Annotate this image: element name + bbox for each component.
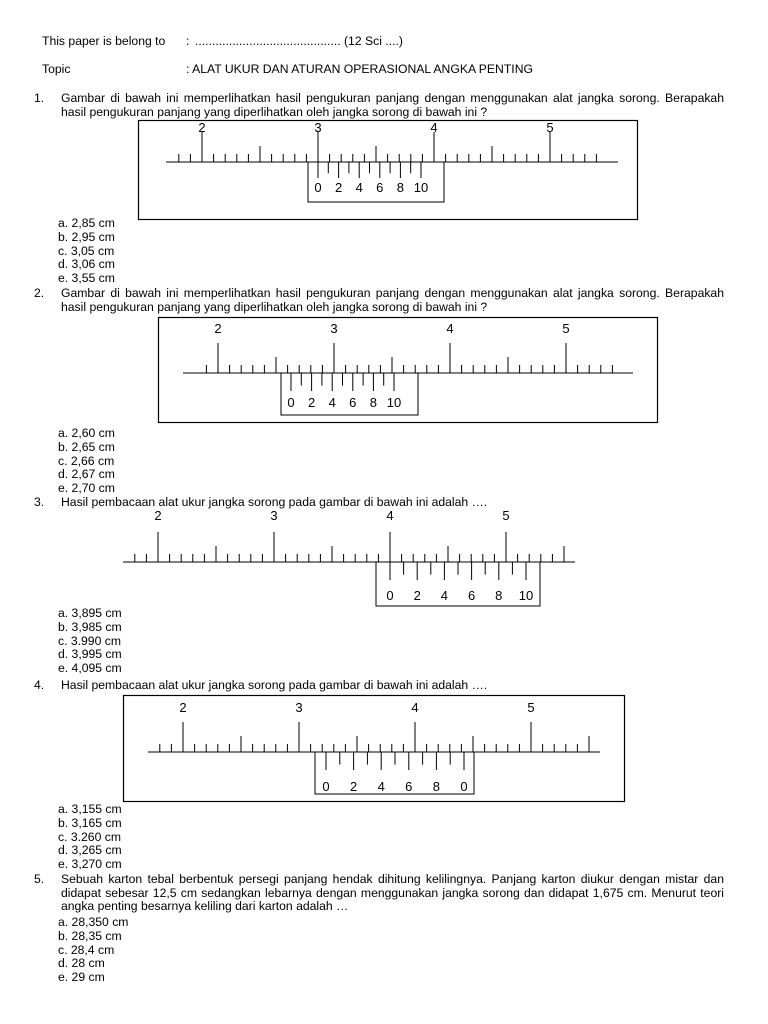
vernier-label: 0: [460, 779, 468, 794]
option-e[interactable]: e. 3,270 cm: [58, 857, 122, 872]
vernier-label: 8: [432, 779, 441, 794]
question-number: 2.: [34, 286, 45, 300]
question-5: [34, 873, 724, 914]
caliper-figure-2: [158, 317, 658, 423]
topic-label: Topic: [42, 62, 71, 76]
vernier-label: 0: [314, 180, 322, 195]
caliper-figure-1: [138, 120, 638, 220]
main-scale-label: 5: [546, 120, 554, 135]
option-b[interactable]: b. 3,165 cm: [58, 815, 122, 830]
option-c[interactable]: c. 3.260 cm: [58, 829, 121, 844]
topic-value: : ALAT UKUR DAN ATURAN OPERASIONAL ANGKA PENTING: [186, 62, 533, 76]
option-d[interactable]: d. 2,67 cm: [58, 467, 115, 482]
vernier-label: 2: [413, 588, 421, 603]
vernier-label: 4: [328, 395, 336, 410]
question-number: 3.: [34, 495, 45, 509]
option-e[interactable]: e. 2,70 cm: [58, 481, 115, 496]
caliper-figure-4: [123, 695, 625, 802]
option-b[interactable]: b. 2,65 cm: [58, 439, 115, 454]
owner-separator: :: [186, 34, 190, 48]
option-e[interactable]: e. 29 cm: [58, 970, 105, 985]
question-2: [34, 287, 724, 314]
question-number: 4.: [34, 678, 45, 692]
options-2: [58, 427, 115, 496]
question-number: 5.: [34, 872, 45, 886]
main-scale-label: 2: [198, 120, 206, 135]
vernier-label: 4: [440, 588, 449, 603]
option-b[interactable]: b. 2,95 cm: [58, 229, 115, 244]
vernier-label: 4: [355, 180, 363, 195]
option-a[interactable]: a. 2,85 cm: [58, 216, 115, 230]
question-text: Hasil pembacaan alat ukur jangka sorong pada gambar di bawah ini adalah ….: [61, 495, 488, 509]
vernier-label: 10: [518, 588, 534, 603]
main-scale-label: 2: [214, 321, 222, 336]
vernier-label: 4: [377, 779, 385, 794]
vernier-label: 8: [495, 588, 503, 603]
main-scale-label: 2: [179, 700, 187, 715]
vernier-label: 0: [287, 395, 295, 410]
question-text: Gambar di bawah ini memperlihatkan hasil pengukuran panjang dengan menggunakan alat jangka sorong. Berapakah hasil pengukuran panjang yang diperlihatkan oleh jangka sorong di bawah ini ?: [61, 286, 724, 314]
vernier-label: 10: [386, 395, 402, 410]
main-scale-label: 3: [295, 700, 303, 715]
option-d[interactable]: d. 3,06 cm: [58, 257, 115, 272]
option-a[interactable]: a. 28,350 cm: [58, 915, 129, 929]
main-scale-label: 3: [270, 508, 278, 523]
vernier-label: 2: [334, 180, 343, 195]
owner-blank: ........................................... (12 Sci ....): [195, 34, 403, 48]
option-e[interactable]: e. 4,095 cm: [58, 661, 122, 676]
options-5: [58, 916, 128, 985]
options-1: [58, 217, 115, 286]
option-b[interactable]: b. 28,35 cm: [58, 928, 122, 943]
figure-frame: [139, 121, 638, 220]
vernier-label: 8: [396, 180, 405, 195]
vernier-label: 2: [307, 395, 316, 410]
owner-label: This paper is belong to: [42, 34, 166, 48]
option-c[interactable]: c. 3,05 cm: [58, 243, 115, 258]
question-1: [34, 92, 724, 119]
main-scale-label: 2: [154, 508, 162, 523]
options-3: [58, 607, 122, 676]
figure-frame: [159, 318, 658, 423]
vernier-label: 2: [349, 779, 358, 794]
vernier-label: 0: [322, 779, 330, 794]
vernier-label: 6: [467, 588, 476, 603]
question-4: [34, 679, 724, 693]
options-4: [58, 803, 122, 872]
main-scale-label: 3: [314, 120, 322, 135]
main-scale-label: 4: [430, 120, 438, 135]
option-d[interactable]: d. 3,265 cm: [58, 843, 122, 858]
option-a[interactable]: a. 2,60 cm: [58, 426, 115, 440]
main-scale-label: 3: [330, 321, 338, 336]
vernier-label: 8: [369, 395, 378, 410]
question-text: Sebuah karton tebal berbentuk persegi panjang hendak dihitung kelilingnya. Panjang karton diukur dengan mistar dan didapat sebesar 12,5 cm sedangkan lebarnya dengan menggunakan jangka sorong dan didapat 1,675 cm. Menurut teori angka penting besarnya keliling dari karton adalah …: [61, 872, 724, 914]
figure-frame: [124, 696, 625, 802]
vernier-label: 0: [386, 588, 394, 603]
vernier-label: 6: [376, 180, 384, 195]
question-text: Hasil pembacaan alat ukur jangka sorong pada gambar di bawah ini adalah ….: [61, 678, 488, 692]
caliper-figure-3: [120, 506, 580, 606]
option-c[interactable]: c. 2,66 cm: [58, 453, 115, 468]
main-scale-label: 5: [502, 508, 510, 523]
main-scale-label: 4: [386, 508, 394, 523]
option-e[interactable]: e. 3,55 cm: [58, 271, 115, 286]
main-scale-label: 4: [411, 700, 419, 715]
option-c[interactable]: c. 3.990 cm: [58, 633, 121, 648]
main-scale-label: 5: [562, 321, 570, 336]
question-number: 1.: [34, 91, 45, 105]
question-text: Gambar di bawah ini memperlihatkan hasil pengukuran panjang dengan menggunakan alat jangka sorong. Berapakah hasil pengukuran panjang yang diperlihatkan oleh jangka sorong di bawah ini ?: [61, 91, 724, 119]
option-a[interactable]: a. 3,155 cm: [58, 802, 122, 816]
option-d[interactable]: d. 3,995 cm: [58, 647, 122, 662]
option-d[interactable]: d. 28 cm: [58, 956, 105, 971]
option-b[interactable]: b. 3,985 cm: [58, 619, 122, 634]
vernier-label: 6: [405, 779, 413, 794]
option-c[interactable]: c. 28,4 cm: [58, 942, 115, 957]
main-scale-label: 4: [446, 321, 454, 336]
main-scale-label: 5: [527, 700, 535, 715]
option-a[interactable]: a. 3,895 cm: [58, 606, 122, 620]
vernier-label: 6: [349, 395, 357, 410]
vernier-label: 10: [413, 180, 429, 195]
